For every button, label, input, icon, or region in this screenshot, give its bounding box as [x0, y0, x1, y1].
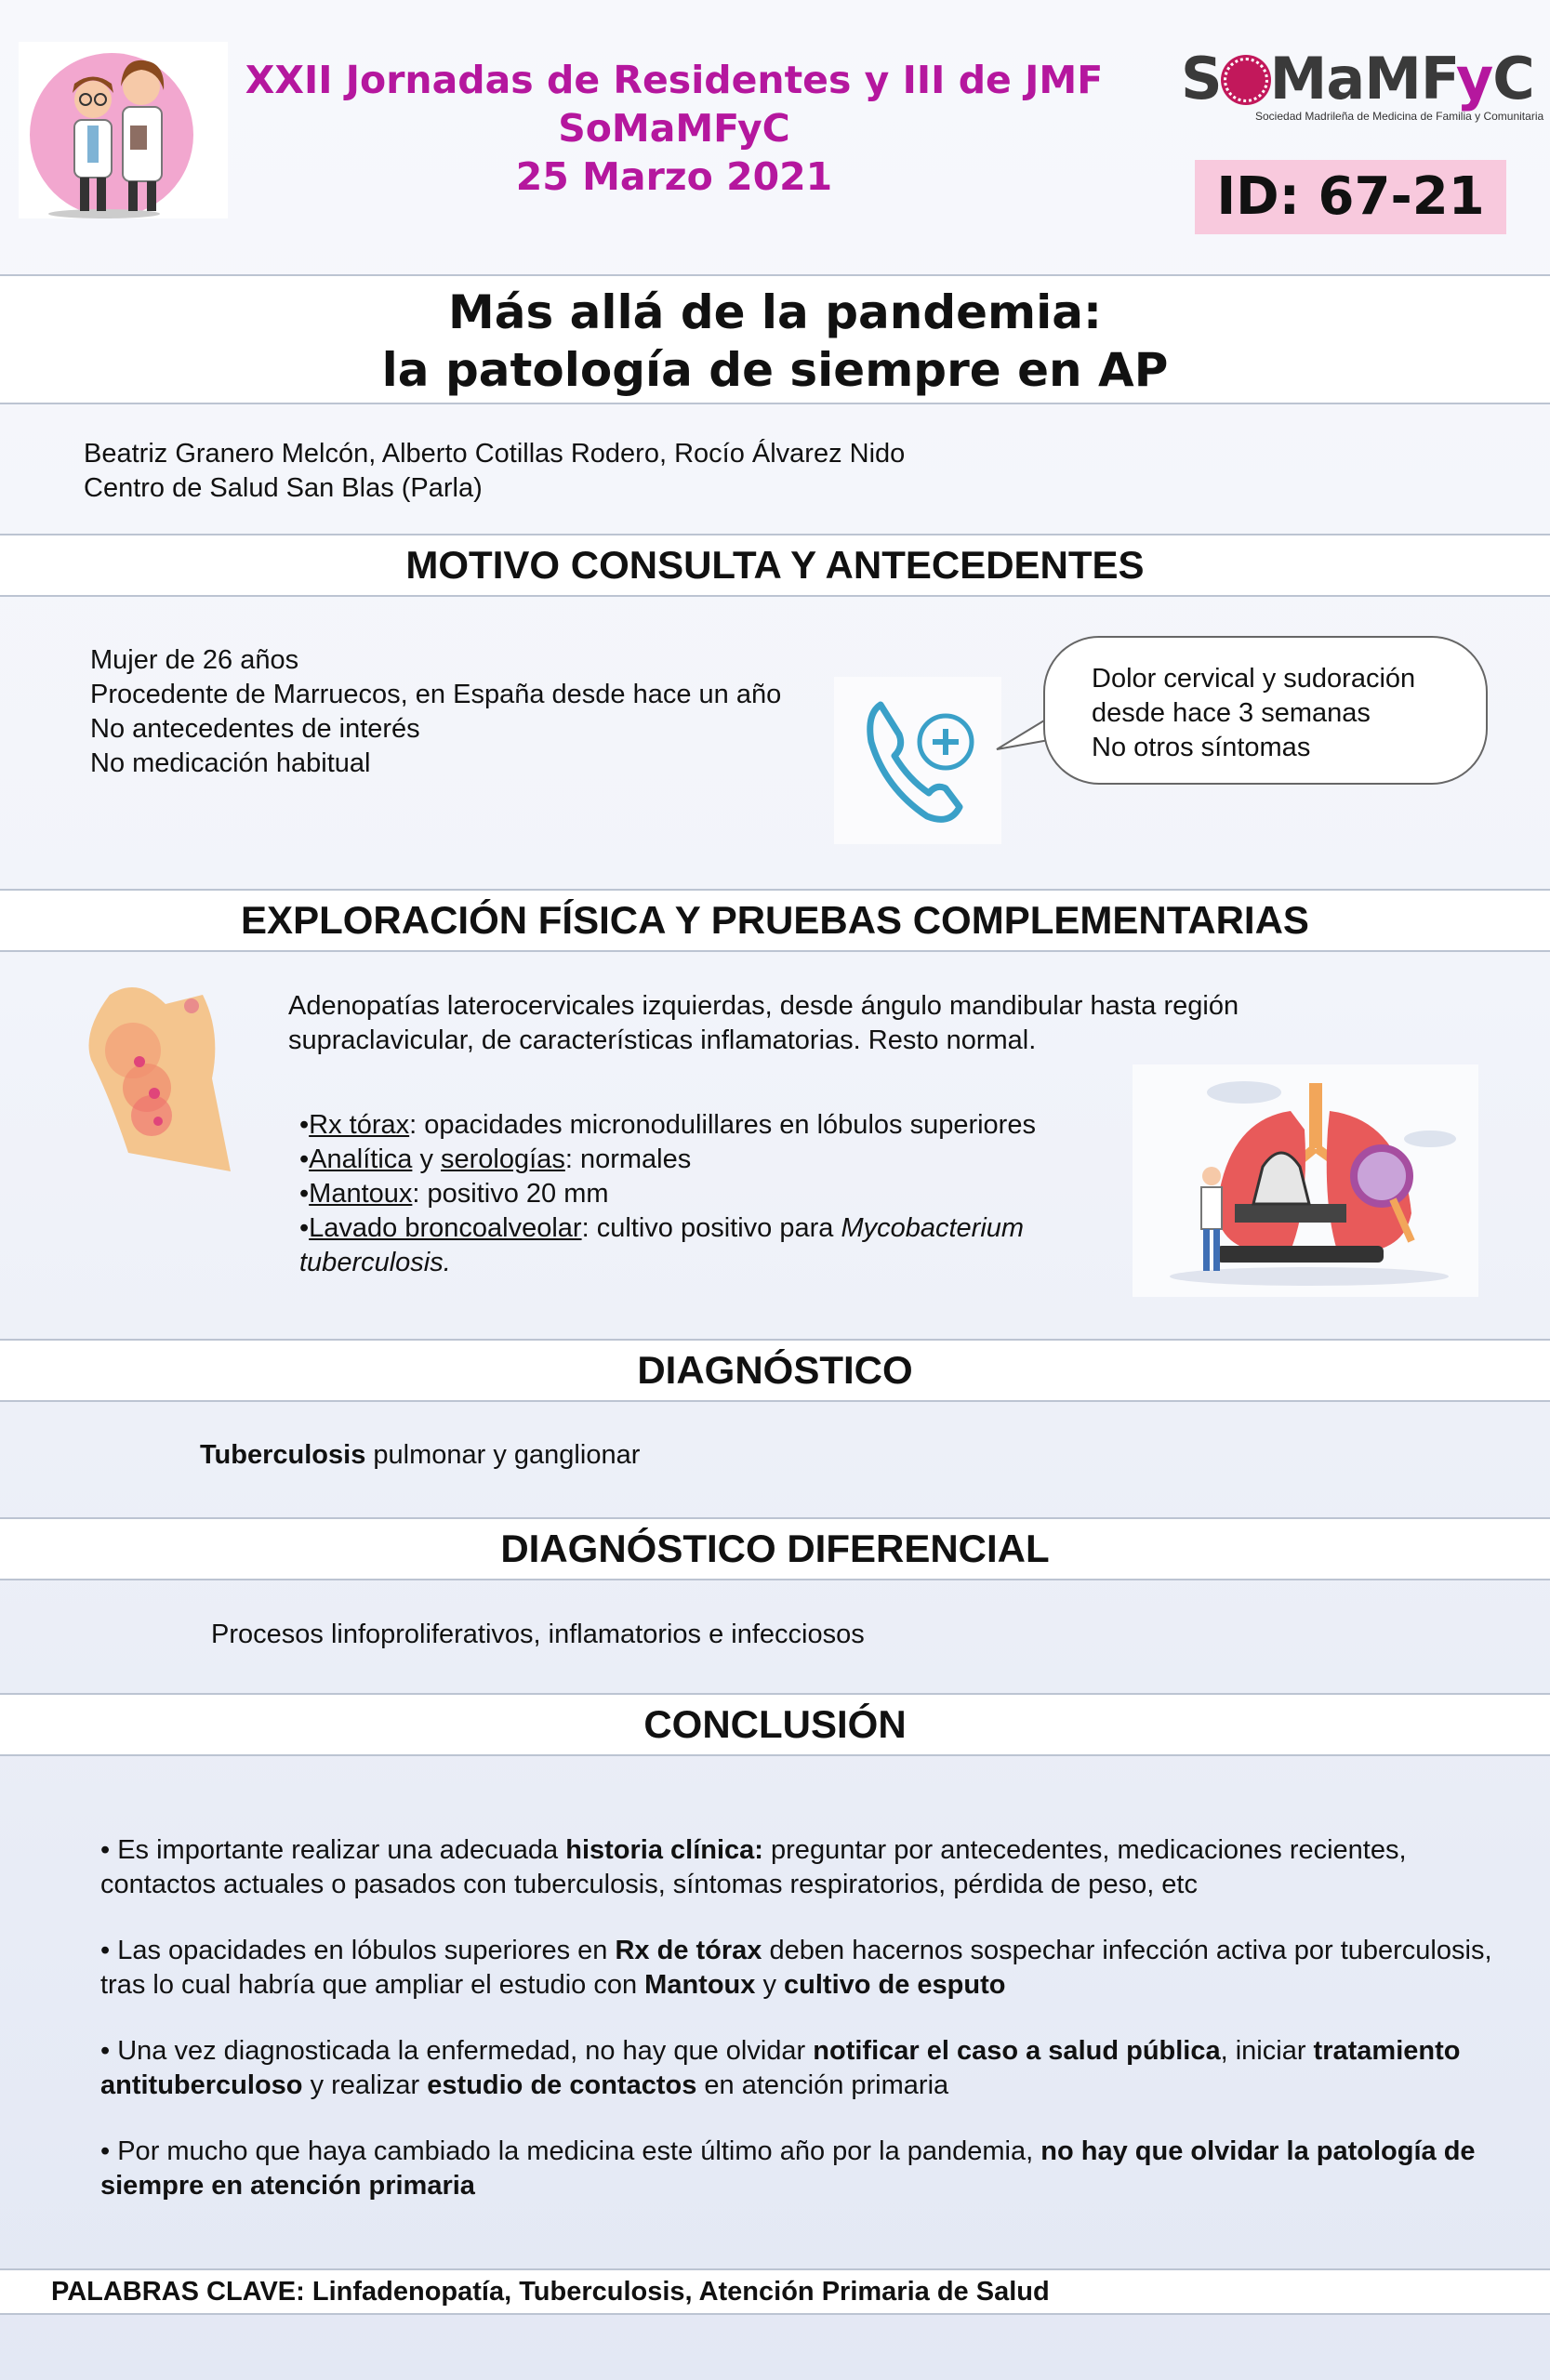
conference-title — [186, 56, 1162, 201]
test-result-rx: • Rx tórax: opacidades micronodulillares en lóbulos superiores — [299, 1108, 1136, 1143]
conclusion-point: • Una vez diagnosticada la enfermedad, no hay que olvidar notificar el caso a salud pública, iniciar tratamiento antituberculoso y realizar estudio de contactos en atención primaria — [100, 2036, 1461, 2100]
keywords-band: PALABRAS CLAVE: Linfadenopatía, Tuberculosis, Atención Primaria de Salud — [0, 2268, 1550, 2315]
history-line: No medicación habitual — [90, 748, 371, 778]
conference-name: XXII Jornadas de Residentes y III de JMF — [245, 58, 1104, 102]
section-heading-diferencial: DIAGNÓSTICO DIFERENCIAL — [0, 1517, 1550, 1580]
test-result-lavado: • Lavado broncoalveolar: cultivo positivo para Mycobacterium tuberculosis. — [299, 1211, 1136, 1280]
poster-title — [0, 274, 1550, 404]
health-center: Centro de Salud San Blas (Parla) — [84, 473, 483, 503]
poster-id-badge: ID: 67-21 — [1195, 160, 1506, 234]
logo-wordmark: S MaMFyC — [1181, 45, 1534, 112]
conclusion-point: • Es importante realizar una adecuada historia clínica: preguntar por antecedentes, medicaciones recientes, contactos actuales o pasados con tuberculosis, síntomas respiratorios, pérdida de peso, etc — [100, 1835, 1407, 1899]
neck-lymph-node-icon — [73, 976, 240, 1181]
conclusion-point: • Por mucho que haya cambiado la medicina este último año por la pandemia, no hay que olvidar la patología de siempre en atención primaria — [100, 2136, 1476, 2201]
medical-phone-icon — [834, 677, 1001, 844]
test-results-list — [299, 1108, 1136, 1280]
test-result-analitica: • Analítica y serologías: normales — [299, 1143, 1136, 1177]
title-line-2: la patología de siempre en AP — [381, 343, 1169, 397]
section-heading-conclusion: CONCLUSIÓN — [0, 1693, 1550, 1756]
section-heading-motivo: MOTIVO CONSULTA Y ANTECEDENTES — [0, 534, 1550, 597]
physical-exam-text: Adenopatías laterocervicales izquierdas, desde ángulo mandibular hasta región supraclavicular, de características inflamatorias. Resto normal. — [288, 991, 1239, 1055]
patient-history — [90, 643, 853, 781]
somamfyc-logo — [1181, 45, 1544, 160]
logo-dot-icon — [1224, 58, 1268, 102]
lungs-microscope-icon — [1133, 1064, 1478, 1297]
conclusion-point: • Las opacidades en lóbulos superiores en Rx de tórax deben hacernos sospechar infección activa por tuberculosis, tras lo cual habría que ampliar el estudio con Mantoux y cultivo de esputo — [100, 1936, 1492, 2000]
title-line-1: Más allá de la pandemia: — [447, 285, 1103, 339]
history-line: Procedente de Marruecos, en España desde hace un año — [90, 680, 782, 709]
history-line: No antecedentes de interés — [90, 714, 420, 744]
author-names: Beatriz Granero Melcón, Alberto Cotillas Rodero, Rocío Álvarez Nido — [84, 439, 906, 469]
conference-society: SoMaMFyC — [558, 106, 790, 151]
symptom-line: No otros síntomas — [1092, 733, 1311, 762]
test-result-mantoux: • Mantoux: positivo 20 mm — [299, 1177, 1136, 1211]
symptoms-speech-bubble — [1043, 636, 1488, 785]
symptom-line: Dolor cervical y sudoración — [1092, 664, 1416, 694]
symptom-line: desde hace 3 semanas — [1092, 698, 1371, 728]
history-line: Mujer de 26 años — [90, 645, 299, 675]
differential-text: Procesos linfoproliferativos, inflamatorios e infecciosos — [211, 1620, 865, 1649]
conclusion-points — [100, 1833, 1495, 2235]
logo-subtitle: Sociedad Madrileña de Medicina de Familia y Comunitaria — [1255, 110, 1544, 123]
section-heading-diagnostico: DIAGNÓSTICO — [0, 1339, 1550, 1402]
diagnosis-text: Tuberculosis pulmonar y ganglionar — [200, 1440, 641, 1470]
speech-bubble-tail — [995, 716, 1051, 753]
section-heading-exploracion: EXPLORACIÓN FÍSICA Y PRUEBAS COMPLEMENTARIAS — [0, 889, 1550, 952]
conference-date: 25 Marzo 2021 — [515, 154, 833, 199]
authors-block — [84, 437, 1199, 506]
